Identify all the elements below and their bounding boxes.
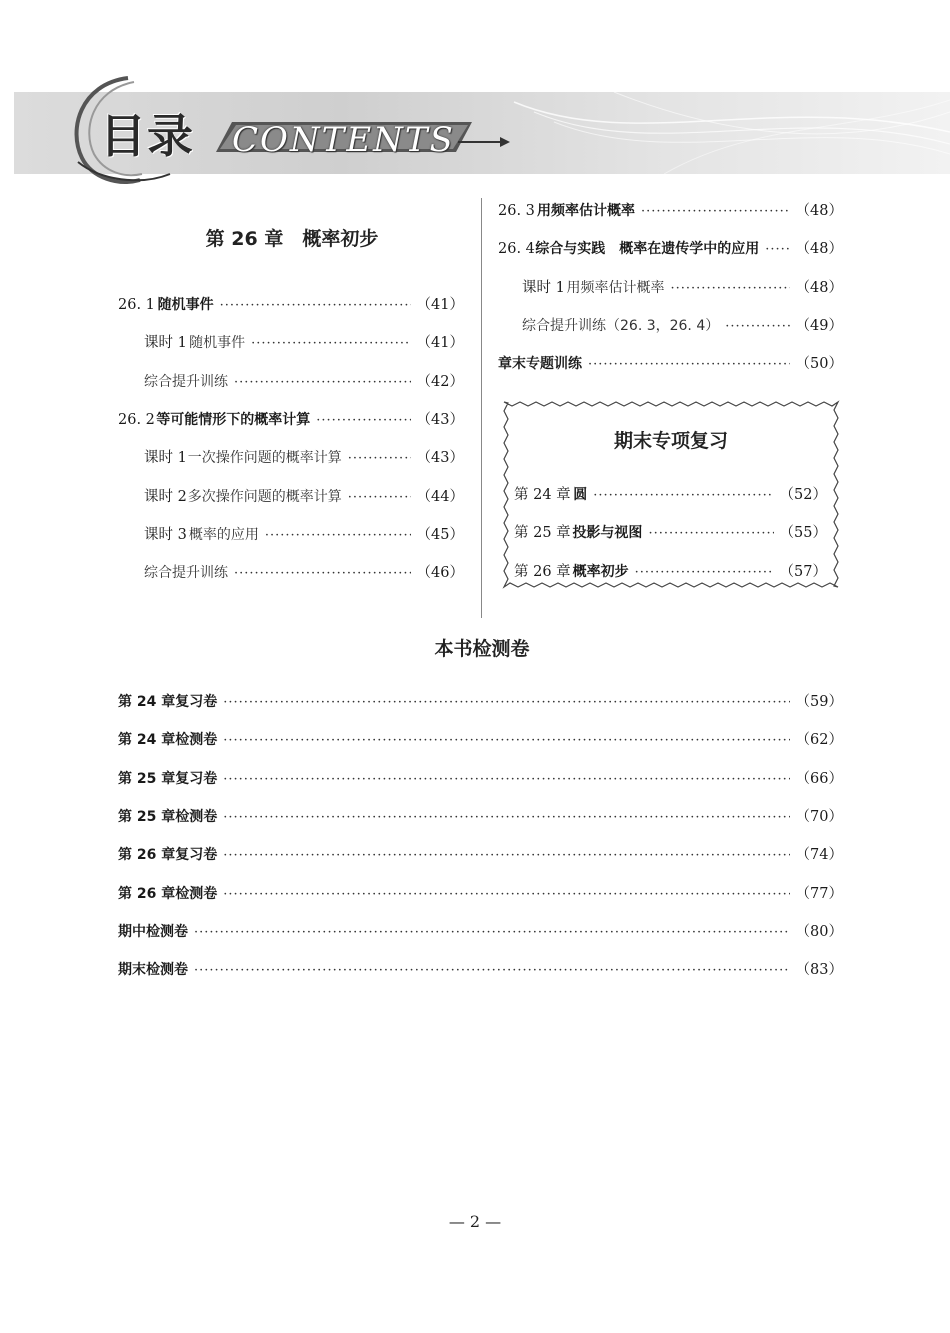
dot-leader xyxy=(671,278,790,300)
toc-entry[interactable] xyxy=(514,484,827,506)
toc-entry[interactable] xyxy=(118,409,464,431)
dot-leader xyxy=(251,333,410,355)
toc-entry-page: （48） xyxy=(795,279,843,296)
review-heading: 期末专项复习 xyxy=(613,430,728,452)
toc-entry-page: （62） xyxy=(795,732,843,749)
toc-entry-title: 随机事件 xyxy=(189,335,246,352)
toc-entry-title: 投影与视图 xyxy=(572,525,643,542)
toc-entry-page: （41） xyxy=(416,335,464,352)
dot-leader xyxy=(348,487,411,509)
toc-entry[interactable] xyxy=(514,561,827,583)
dot-leader xyxy=(234,372,411,394)
toc-entry[interactable] xyxy=(118,691,843,713)
toc-entry-title: 期中检测卷 xyxy=(118,923,188,940)
toc-entry[interactable] xyxy=(144,486,464,508)
dot-leader xyxy=(220,295,411,317)
toc-entry[interactable] xyxy=(118,729,843,751)
toc-entry-title: 等可能情形下的概率计算 xyxy=(156,411,311,428)
toc-entry-title: 综合提升训练（26. 3，26. 4） xyxy=(522,317,720,334)
toc-entry-number: 26. 4 xyxy=(498,241,535,258)
toc-entry[interactable] xyxy=(118,883,843,905)
toc-entry-page: （52） xyxy=(779,487,827,503)
toc-entry-page: （46） xyxy=(416,565,464,582)
toc-entry-number: 第 26 章 xyxy=(514,563,571,580)
toc-entry-title: 一次操作问题的概率计算 xyxy=(187,450,342,467)
toc-entry[interactable] xyxy=(498,353,843,375)
dot-leader xyxy=(223,730,789,752)
contents-subtitle: CONTENTS xyxy=(232,120,455,160)
tests-heading: 本书检测卷 xyxy=(434,638,530,660)
dot-leader xyxy=(588,354,790,376)
toc-entry-page: （48） xyxy=(795,203,843,219)
toc-entry[interactable] xyxy=(522,277,843,299)
toc-entry-number: 课时 1 xyxy=(144,450,187,467)
toc-entry-page: （70） xyxy=(795,808,843,825)
toc-entry-number: 课时 2 xyxy=(144,488,187,505)
toc-entry-page: （48） xyxy=(795,241,843,258)
toc-entry-number: 第 25 章 xyxy=(514,525,571,542)
dot-leader xyxy=(316,410,410,432)
toc-entry[interactable] xyxy=(144,524,464,546)
toc-entry-number: 第 24 章 xyxy=(514,487,571,503)
toc-entry-page: （80） xyxy=(795,923,843,940)
toc-entry-number: 26. 3 xyxy=(498,203,535,219)
toc-entry-title: 用频率估计概率 xyxy=(566,279,665,296)
toc-entry-page: （49） xyxy=(795,317,843,334)
dot-leader xyxy=(223,884,789,906)
toc-entry-number: 26. 1 xyxy=(118,297,155,313)
toc-entry[interactable] xyxy=(118,806,843,828)
dot-leader xyxy=(194,960,790,982)
dot-leader xyxy=(265,525,411,547)
toc-entry-title: 章末专题训练 xyxy=(498,356,582,373)
dot-leader xyxy=(641,201,790,223)
toc-entry-page: （74） xyxy=(795,847,843,864)
toc-entry[interactable] xyxy=(514,522,827,544)
toc-entry[interactable] xyxy=(118,959,843,981)
toc-entry-title: 概率初步 xyxy=(572,563,629,580)
toc-entry[interactable] xyxy=(498,238,843,260)
toc-entry-title: 综合提升训练 xyxy=(144,565,228,582)
toc-entry-title: 综合提升训练 xyxy=(144,373,228,390)
toc-entry-number: 课时 1 xyxy=(522,279,565,296)
page-number: — 2 — xyxy=(448,1212,502,1231)
chapter-heading: 第 26 章 概率初步 xyxy=(205,228,379,250)
toc-entry-page: （55） xyxy=(779,525,827,542)
toc-entry-title: 综合与实践 概率在遗传学中的应用 xyxy=(535,241,760,258)
toc-entry-title: 圆 xyxy=(573,487,588,503)
toc-entry[interactable] xyxy=(144,447,464,469)
dot-leader xyxy=(635,562,774,584)
toc-entry-number: 课时 1 xyxy=(144,335,187,352)
dot-leader xyxy=(223,845,789,867)
toc-entry-title: 随机事件 xyxy=(157,297,214,313)
toc-entry-page: （42） xyxy=(416,373,464,390)
toc-entry-title: 第 25 章复习卷 xyxy=(118,770,218,787)
toc-entry-page: （66） xyxy=(795,770,843,787)
toc-entry[interactable] xyxy=(118,768,843,790)
toc-entry[interactable] xyxy=(144,562,464,584)
toc-entry-title: 概率的应用 xyxy=(188,526,259,543)
dot-leader xyxy=(348,448,411,470)
toc-entry-page: （83） xyxy=(795,962,843,979)
toc-entry-page: （44） xyxy=(416,488,464,505)
dot-leader xyxy=(648,523,773,545)
toc-entry-title: 第 24 章检测卷 xyxy=(118,732,218,749)
toc-entry-page: （57） xyxy=(779,563,827,580)
toc-entry-title: 第 26 章复习卷 xyxy=(118,847,218,864)
toc-entry-title: 第 25 章检测卷 xyxy=(118,808,218,825)
toc-entry-title: 第 26 章检测卷 xyxy=(118,885,218,902)
toc-entry[interactable] xyxy=(144,332,464,354)
toc-entry-number: 26. 2 xyxy=(118,411,155,428)
toc-entry-page: （41） xyxy=(416,297,464,313)
toc-entry-number: 课时 3 xyxy=(144,526,187,543)
dot-leader xyxy=(725,316,789,338)
toc-entry[interactable] xyxy=(498,200,843,222)
toc-entry-page: （59） xyxy=(795,694,843,710)
dot-leader xyxy=(765,239,789,261)
toc-entry[interactable] xyxy=(118,844,843,866)
toc-entry-title: 用频率估计概率 xyxy=(537,203,635,219)
toc-entry-page: （45） xyxy=(416,526,464,543)
toc-entry-page: （43） xyxy=(416,450,464,467)
toc-entry-page: （50） xyxy=(795,356,843,373)
toc-entry-title: 多次操作问题的概率计算 xyxy=(187,488,342,505)
toc-entry-page: （43） xyxy=(416,411,464,428)
dot-leader xyxy=(194,922,790,944)
dot-leader xyxy=(223,807,789,829)
dot-leader xyxy=(223,769,789,791)
dot-leader xyxy=(223,692,789,714)
toc-entry[interactable] xyxy=(118,294,464,316)
toc-entry[interactable] xyxy=(118,921,843,943)
dot-leader xyxy=(593,485,773,507)
toc-entry[interactable] xyxy=(144,371,464,393)
contents-title: 目录 xyxy=(100,109,194,163)
dot-leader xyxy=(234,563,411,585)
toc-entry-title: 第 24 章复习卷 xyxy=(118,694,218,710)
toc-entry-page: （77） xyxy=(795,885,843,902)
toc-entry[interactable] xyxy=(522,315,843,337)
toc-entry-title: 期末检测卷 xyxy=(118,962,188,979)
column-divider xyxy=(481,198,482,618)
